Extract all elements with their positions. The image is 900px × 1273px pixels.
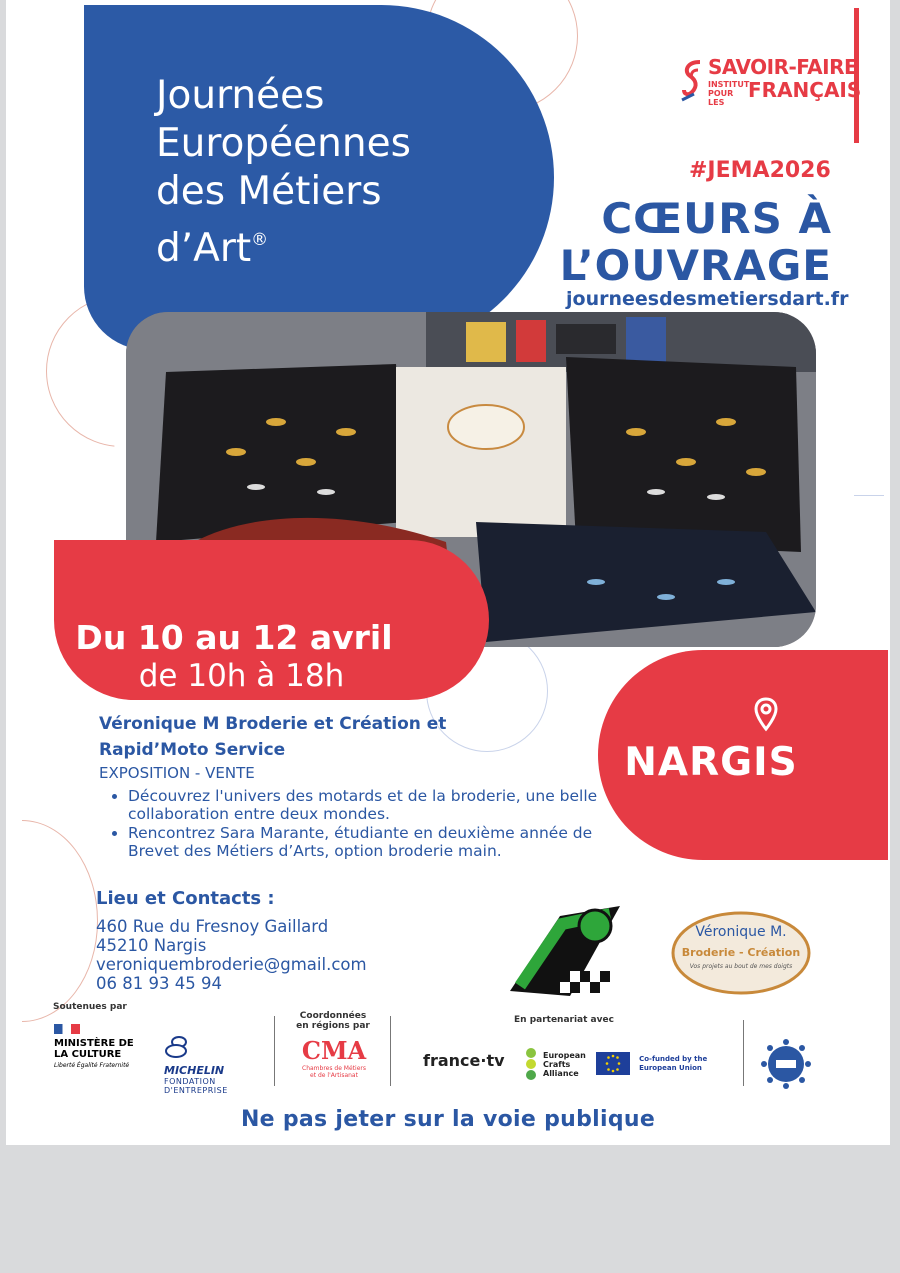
organizer-line: Rapid’Moto Service (99, 740, 286, 760)
slogan-line: CŒURS À (601, 194, 832, 243)
savoir-faire-institut: INSTITUT POUR LES (708, 80, 750, 107)
highlight-item: • Découvrez l'univers des motards et de la broderie, une belle collaboration entre deux mondes. (128, 787, 618, 823)
highlight-item: • Rencontrez Sara Marante, étudiante en deuxième année de Brevet des Métiers d’Arts, option broderie main. (128, 824, 618, 860)
registered-mark: ® (251, 230, 269, 250)
veronique-logo-subtitle: Broderie - Création (681, 946, 801, 959)
contacts-heading: Lieu et Contacts : (96, 888, 275, 909)
divider (743, 1020, 744, 1086)
contact-details (96, 917, 367, 993)
event-highlights (106, 787, 618, 861)
footer-notice: Ne pas jeter sur la voie publique (240, 1107, 656, 1132)
event-dates: Du 10 au 12 avril (75, 618, 393, 657)
michelin-logo (164, 1036, 234, 1095)
cma-subtitle: Chambres de Métiers et de l'Artisanat (302, 1065, 366, 1079)
partnership-label: En partenariat avec (514, 1015, 614, 1025)
eca-icon (521, 1047, 541, 1081)
website-link[interactable]: journeesdesmetiersdart.fr (566, 288, 849, 310)
title-line: Européennes (156, 121, 411, 166)
savoir-faire-line2: FRANÇAIS (748, 78, 862, 102)
decorative-dash (854, 495, 884, 496)
eu-cofunded-logo (596, 1052, 719, 1075)
francetv-logo: france·tv (423, 1051, 505, 1070)
cma-name: CMA (301, 1036, 367, 1065)
slogan-line: L’OUVRAGE (559, 241, 832, 290)
address-city: 45210 Nargis (96, 936, 207, 955)
title-line (156, 216, 476, 273)
unesco-emblem-icon (758, 1036, 814, 1092)
cma-logo (299, 1036, 369, 1079)
savoir-faire-line1: SAVOIR-FAIRE (708, 55, 858, 79)
title-line: Journées (156, 73, 325, 118)
contact-phone[interactable]: 06 81 93 45 94 (96, 974, 222, 993)
event-type: EXPOSITION - VENTE (99, 764, 255, 782)
poster (6, 0, 890, 1145)
veronique-logo-tagline: Vos projets au bout de mes doigts (689, 963, 793, 970)
event-hours: de 10h à 18h (138, 658, 345, 694)
ministere-name: MINISTÈRE DE LA CULTURE (54, 1038, 134, 1060)
slogan (552, 195, 832, 289)
title-line: des Métiers (156, 169, 382, 214)
veronique-logo-title: Véronique M. (695, 924, 787, 940)
contact-email[interactable]: veroniquembroderie@gmail.com (96, 955, 367, 974)
hashtag: #JEMA2026 (689, 158, 831, 183)
eu-flag-icon (596, 1052, 630, 1075)
divider (274, 1016, 275, 1086)
event-title (156, 72, 476, 273)
organizer-line: Véronique M Broderie et Création et (99, 714, 447, 734)
location-pin-icon (754, 697, 778, 733)
european-crafts-alliance-logo (521, 1047, 589, 1085)
ministere-motto: Liberté Égalité Fraternité (54, 1062, 130, 1069)
supported-by-label: Soutenues par (53, 1002, 127, 1012)
title-line-text: d’Art (156, 226, 252, 271)
rapid-moto-logo (500, 896, 624, 1000)
location-city: NARGIS (624, 740, 798, 785)
savoir-faire-swirl-icon (680, 56, 704, 104)
michelin-name: MICHELIN (164, 1064, 225, 1077)
french-flag-icon (54, 1024, 80, 1034)
veronique-logo (670, 910, 812, 996)
address-street: 460 Rue du Fresnoy Gaillard (96, 917, 329, 936)
divider (390, 1016, 391, 1086)
eu-text: Co-funded by the European Union (639, 1054, 708, 1072)
ministere-culture-logo (54, 1024, 144, 1069)
decorative-arc (6, 820, 98, 1022)
michelin-subtitle: FONDATION D'ENTREPRISE (164, 1077, 228, 1095)
coordinated-by-label: Coordonnées en régions par (296, 1011, 370, 1031)
michelin-bibendum-icon (164, 1036, 194, 1060)
eu-stars-icon (596, 1052, 630, 1075)
eca-name: European Crafts Alliance (543, 1051, 586, 1078)
